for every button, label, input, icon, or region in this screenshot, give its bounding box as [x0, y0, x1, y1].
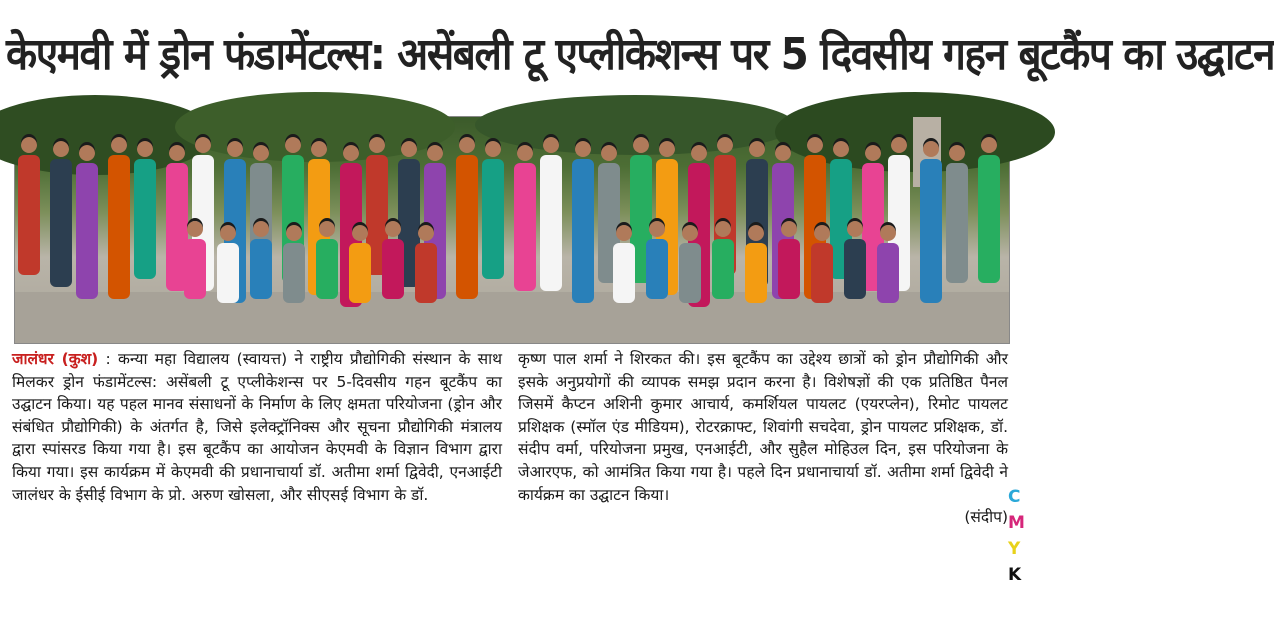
- person-figure: [283, 222, 305, 303]
- person-figure: [920, 138, 942, 303]
- person-figure: [382, 218, 404, 299]
- headline: केएमवी में ड्रोन फंडामेंटल्स: असेंबली टू एप्लीकेशन्स पर 5 दिवसीय गहन बूटकैंप का उद्घाटन: [6, 29, 1274, 80]
- person-figure: [349, 222, 371, 303]
- cmyk-c: C: [1008, 487, 1021, 507]
- article-column-2: [518, 348, 1008, 529]
- person-figure: [514, 142, 536, 291]
- person-figure: [877, 222, 899, 303]
- person-figure: [108, 134, 130, 299]
- person-figure: [679, 222, 701, 303]
- person-figure: [745, 222, 767, 303]
- group-photo: [14, 116, 1010, 344]
- person-figure: [482, 138, 504, 279]
- person-figure: [540, 134, 562, 291]
- person-figure: [250, 218, 272, 299]
- person-figure: [712, 218, 734, 299]
- dateline: जालंधर (कुश): [12, 350, 99, 368]
- person-figure: [778, 218, 800, 299]
- byline: (संदीप): [964, 508, 1008, 527]
- person-figure: [184, 218, 206, 299]
- person-figure: [613, 222, 635, 303]
- cmyk-m: M: [1008, 513, 1025, 533]
- person-figure: [844, 218, 866, 299]
- group-photo-illustration: [15, 117, 1009, 343]
- person-figure: [316, 218, 338, 299]
- article-text-col1: : कन्या महा विद्यालय (स्वायत्त) ने राष्ट्रीय प्रौद्योगिकी संस्थान के साथ मिलकर ड्रोन फंडामेंटल्स: असेंबली टू एप्लीकेशन्स पर 5-दिवसीय गहन बूटकैंप का उद्घाटन किया। यह पहल मानव संसाधनों के निर्माण के लिए क्षमता परियोजना (ड्रोन और संबंधित प्रौद्योगिकी) के अंतर्गत है, जिसे इलेक्ट्रॉनिक्स और सूचना प्रौद्योगिकी मंत्रालय द्वारा स्पांसरड किया गया है। इस बूटकैंप का आयोजन केएमवी के विज्ञान विभाग द्वारा किया गया। इस कार्यक्रम में केएमवी की प्रधानाचार्या डॉ. अतीमा शर्मा द्विवेदी, एनआईटी जालंधर के ईसीई विभाग के प्रो. अरुण खोसला, और सीएसई विभाग के डॉ.: [12, 350, 503, 504]
- article-text-col2: कृष्ण पाल शर्मा ने शिरकत की। इस बूटकैंप का उद्देश्य छात्रों को ड्रोन प्रौद्योगिकी और इसके अनुप्रयोगों की व्यापक समझ प्रदान करना है। विशेषज्ञों की एक प्रतिष्ठित पैनल जिसमें कैप्टन अशिनी कुमार आचार्य, कमर्शियल पायलट (एयरप्लेन), रिमोट पायलट प्रशिक्षक (स्मॉल एंड मीडियम), रोटरक्राफ्ट, शिवांगी सचदेवा, ड्रोन पायलट प्रशिक्षक, डॉ. संदीप वर्मा, परियोजना प्रमुख, एनआईटी, और सुहैल मोहिउल दिन, इस परियोजना के जेआरएफ, को आमंत्रित किया गया है। पहले दिन प्रधानाचार्या डॉ. अतीमा शर्मा द्विवेदी ने कार्यक्रम का उद्घाटन किया।: [518, 350, 1008, 504]
- cmyk-k: K: [1008, 565, 1022, 585]
- person-figure: [50, 138, 72, 287]
- person-figure: [978, 134, 1000, 283]
- person-figure: [76, 142, 98, 299]
- person-figure: [811, 222, 833, 303]
- person-figure: [415, 222, 437, 303]
- person-figure: [456, 134, 478, 299]
- cmyk-registration-marks: [1008, 484, 1024, 588]
- article-column-1: [12, 348, 502, 506]
- cmyk-y: Y: [1008, 539, 1021, 559]
- person-figure: [217, 222, 239, 303]
- person-figure: [572, 138, 594, 303]
- person-figure: [646, 218, 668, 299]
